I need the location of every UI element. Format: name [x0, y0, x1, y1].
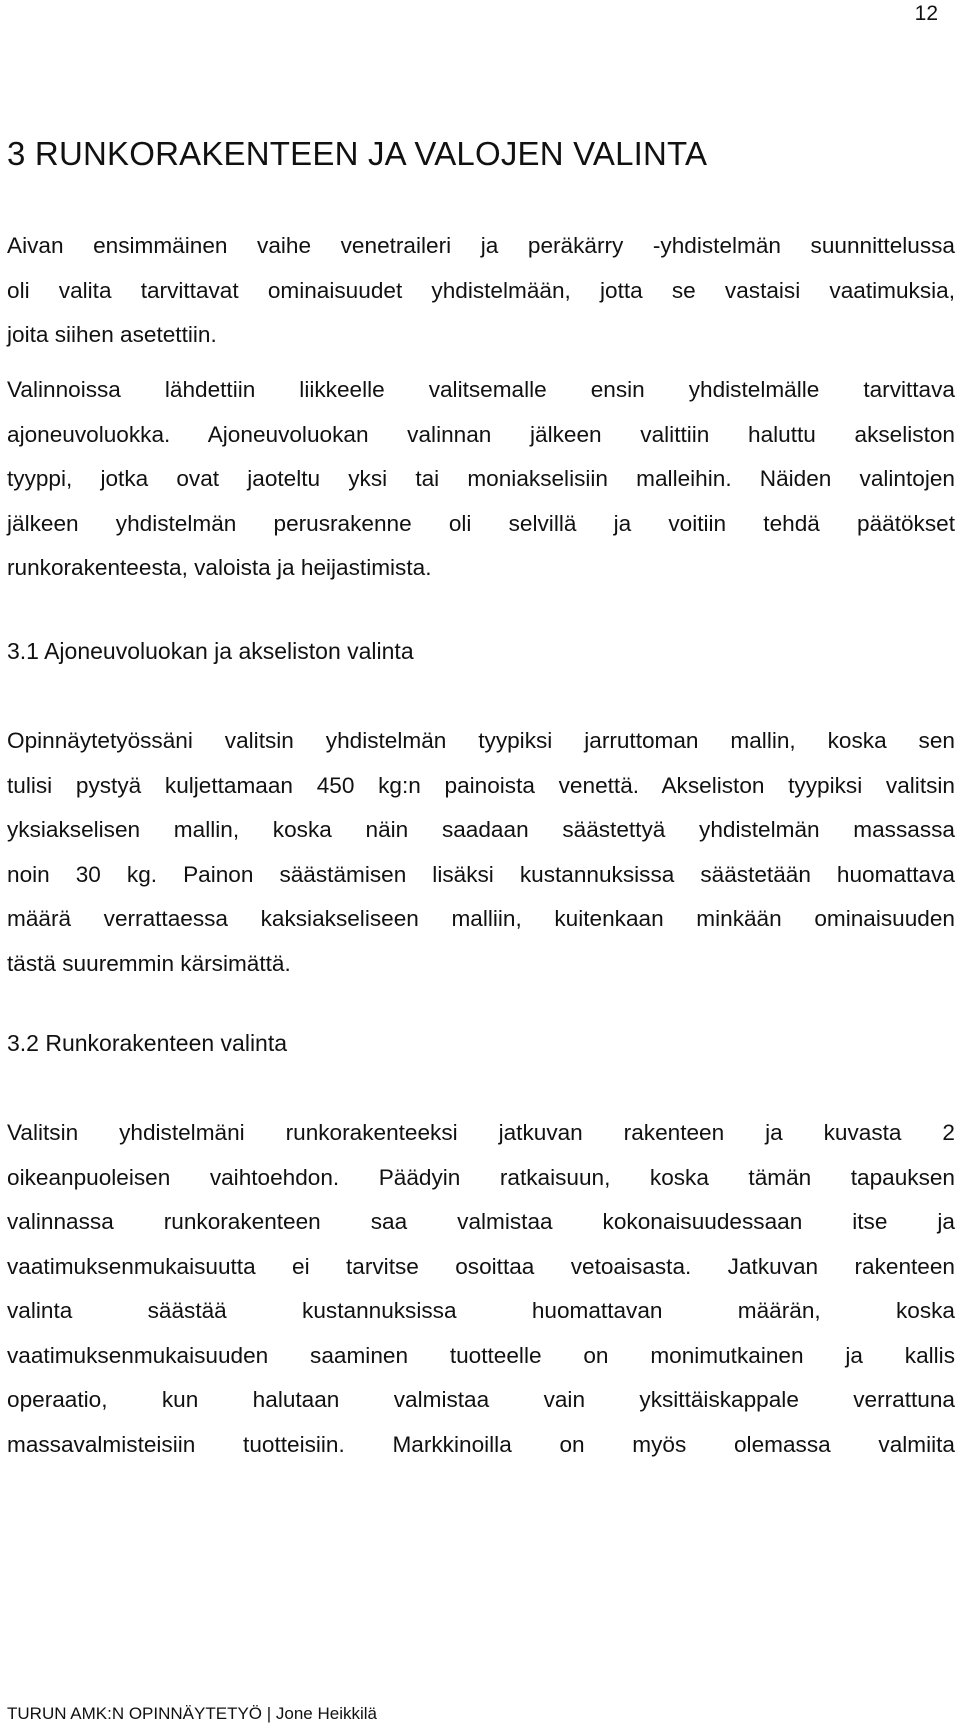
- paragraph-line: noin 30 kg. Painon säästämisen lisäksi kustannuksissa säästetään huomattava: [7, 861, 955, 887]
- paragraph-line: yksiakselisen mallin, koska näin saadaan säästettyä yhdistelmän massassa: [7, 817, 955, 842]
- paragraph-line: joita siihen asetettiin.: [7, 322, 217, 347]
- paragraph-line: operaatio, kun halutaan valmistaa vain yksittäiskappale verrattuna: [7, 1387, 955, 1412]
- paragraph-line: Opinnäytetyössäni valitsin yhdistelmän tyypiksi jarruttoman mallin, koska sen: [7, 728, 955, 753]
- paragraph-line: valinnassa runkorakenteen saa valmistaa kokonaisuudessaan itse ja: [7, 1209, 955, 1234]
- paragraph-section-3-2: [7, 1111, 955, 1467]
- paragraph-line: runkorakenteesta, valoista ja heijastimista.: [7, 555, 432, 580]
- paragraph-line: vaatimuksenmukaisuuden saaminen tuotteelle on monimutkainen ja kallis: [7, 1342, 955, 1368]
- paragraph-intro: [7, 224, 955, 358]
- paragraph-line: määrä verrattaessa kaksiakseliseen malliin, kuitenkaan minkään ominaisuuden: [7, 906, 955, 931]
- paragraph-selection: [7, 368, 955, 591]
- paragraph-line: Valitsin yhdistelmäni runkorakenteeksi jatkuvan rakenteen ja kuvasta 2: [7, 1120, 955, 1145]
- paragraph-section-3-1: [7, 719, 955, 986]
- paragraph-line: tyyppi, jotka ovat jaoteltu yksi tai moniakselisiin malleihin. Näiden valintojen: [7, 466, 955, 491]
- section-3-1-heading: 3.1 Ajoneuvoluokan ja akseliston valinta: [7, 638, 414, 664]
- paragraph-line: tulisi pystyä kuljettamaan 450 kg:n painoista venettä. Akseliston tyypiksi valitsin: [7, 772, 955, 798]
- section-3-2-heading: 3.2 Runkorakenteen valinta: [7, 1030, 288, 1056]
- footer: TURUN AMK:N OPINNÄYTETYÖ | Jone Heikkilä: [7, 1704, 377, 1723]
- paragraph-line: Aivan ensimmäinen vaihe venetraileri ja peräkärry -yhdistelmän suunnittelussa: [7, 233, 955, 258]
- paragraph-line: ajoneuvoluokka. Ajoneuvoluokan valinnan jälkeen valittiin haluttu akseliston: [7, 421, 955, 447]
- paragraph-line: vaatimuksenmukaisuutta ei tarvitse osoittaa vetoaisasta. Jatkuvan rakenteen: [7, 1253, 955, 1279]
- paragraph-line: valinta säästää kustannuksissa huomattavan määrän, koska: [7, 1298, 955, 1323]
- paragraph-line: Valinnoissa lähdettiin liikkeelle valitsemalle ensin yhdistelmälle tarvittava: [7, 377, 955, 402]
- paragraph-line: oikeanpuoleisen vaihtoehdon. Päädyin ratkaisuun, koska tämän tapauksen: [7, 1164, 955, 1190]
- paragraph-line: tästä suuremmin kärsimättä.: [7, 950, 291, 976]
- paragraph-line: jälkeen yhdistelmän perusrakenne oli selvillä ja voitiin tehdä päätökset: [7, 510, 955, 536]
- paragraph-line: oli valita tarvittavat ominaisuudet yhdistelmään, jotta se vastaisi vaatimuksia,: [7, 277, 955, 303]
- page-number: 12: [914, 2, 938, 25]
- paragraph-line: massavalmisteisiin tuotteisiin. Markkinoilla on myös olemassa valmiita: [7, 1431, 955, 1457]
- chapter-heading: 3 RUNKORAKENTEEN JA VALOJEN VALINTA: [7, 135, 708, 172]
